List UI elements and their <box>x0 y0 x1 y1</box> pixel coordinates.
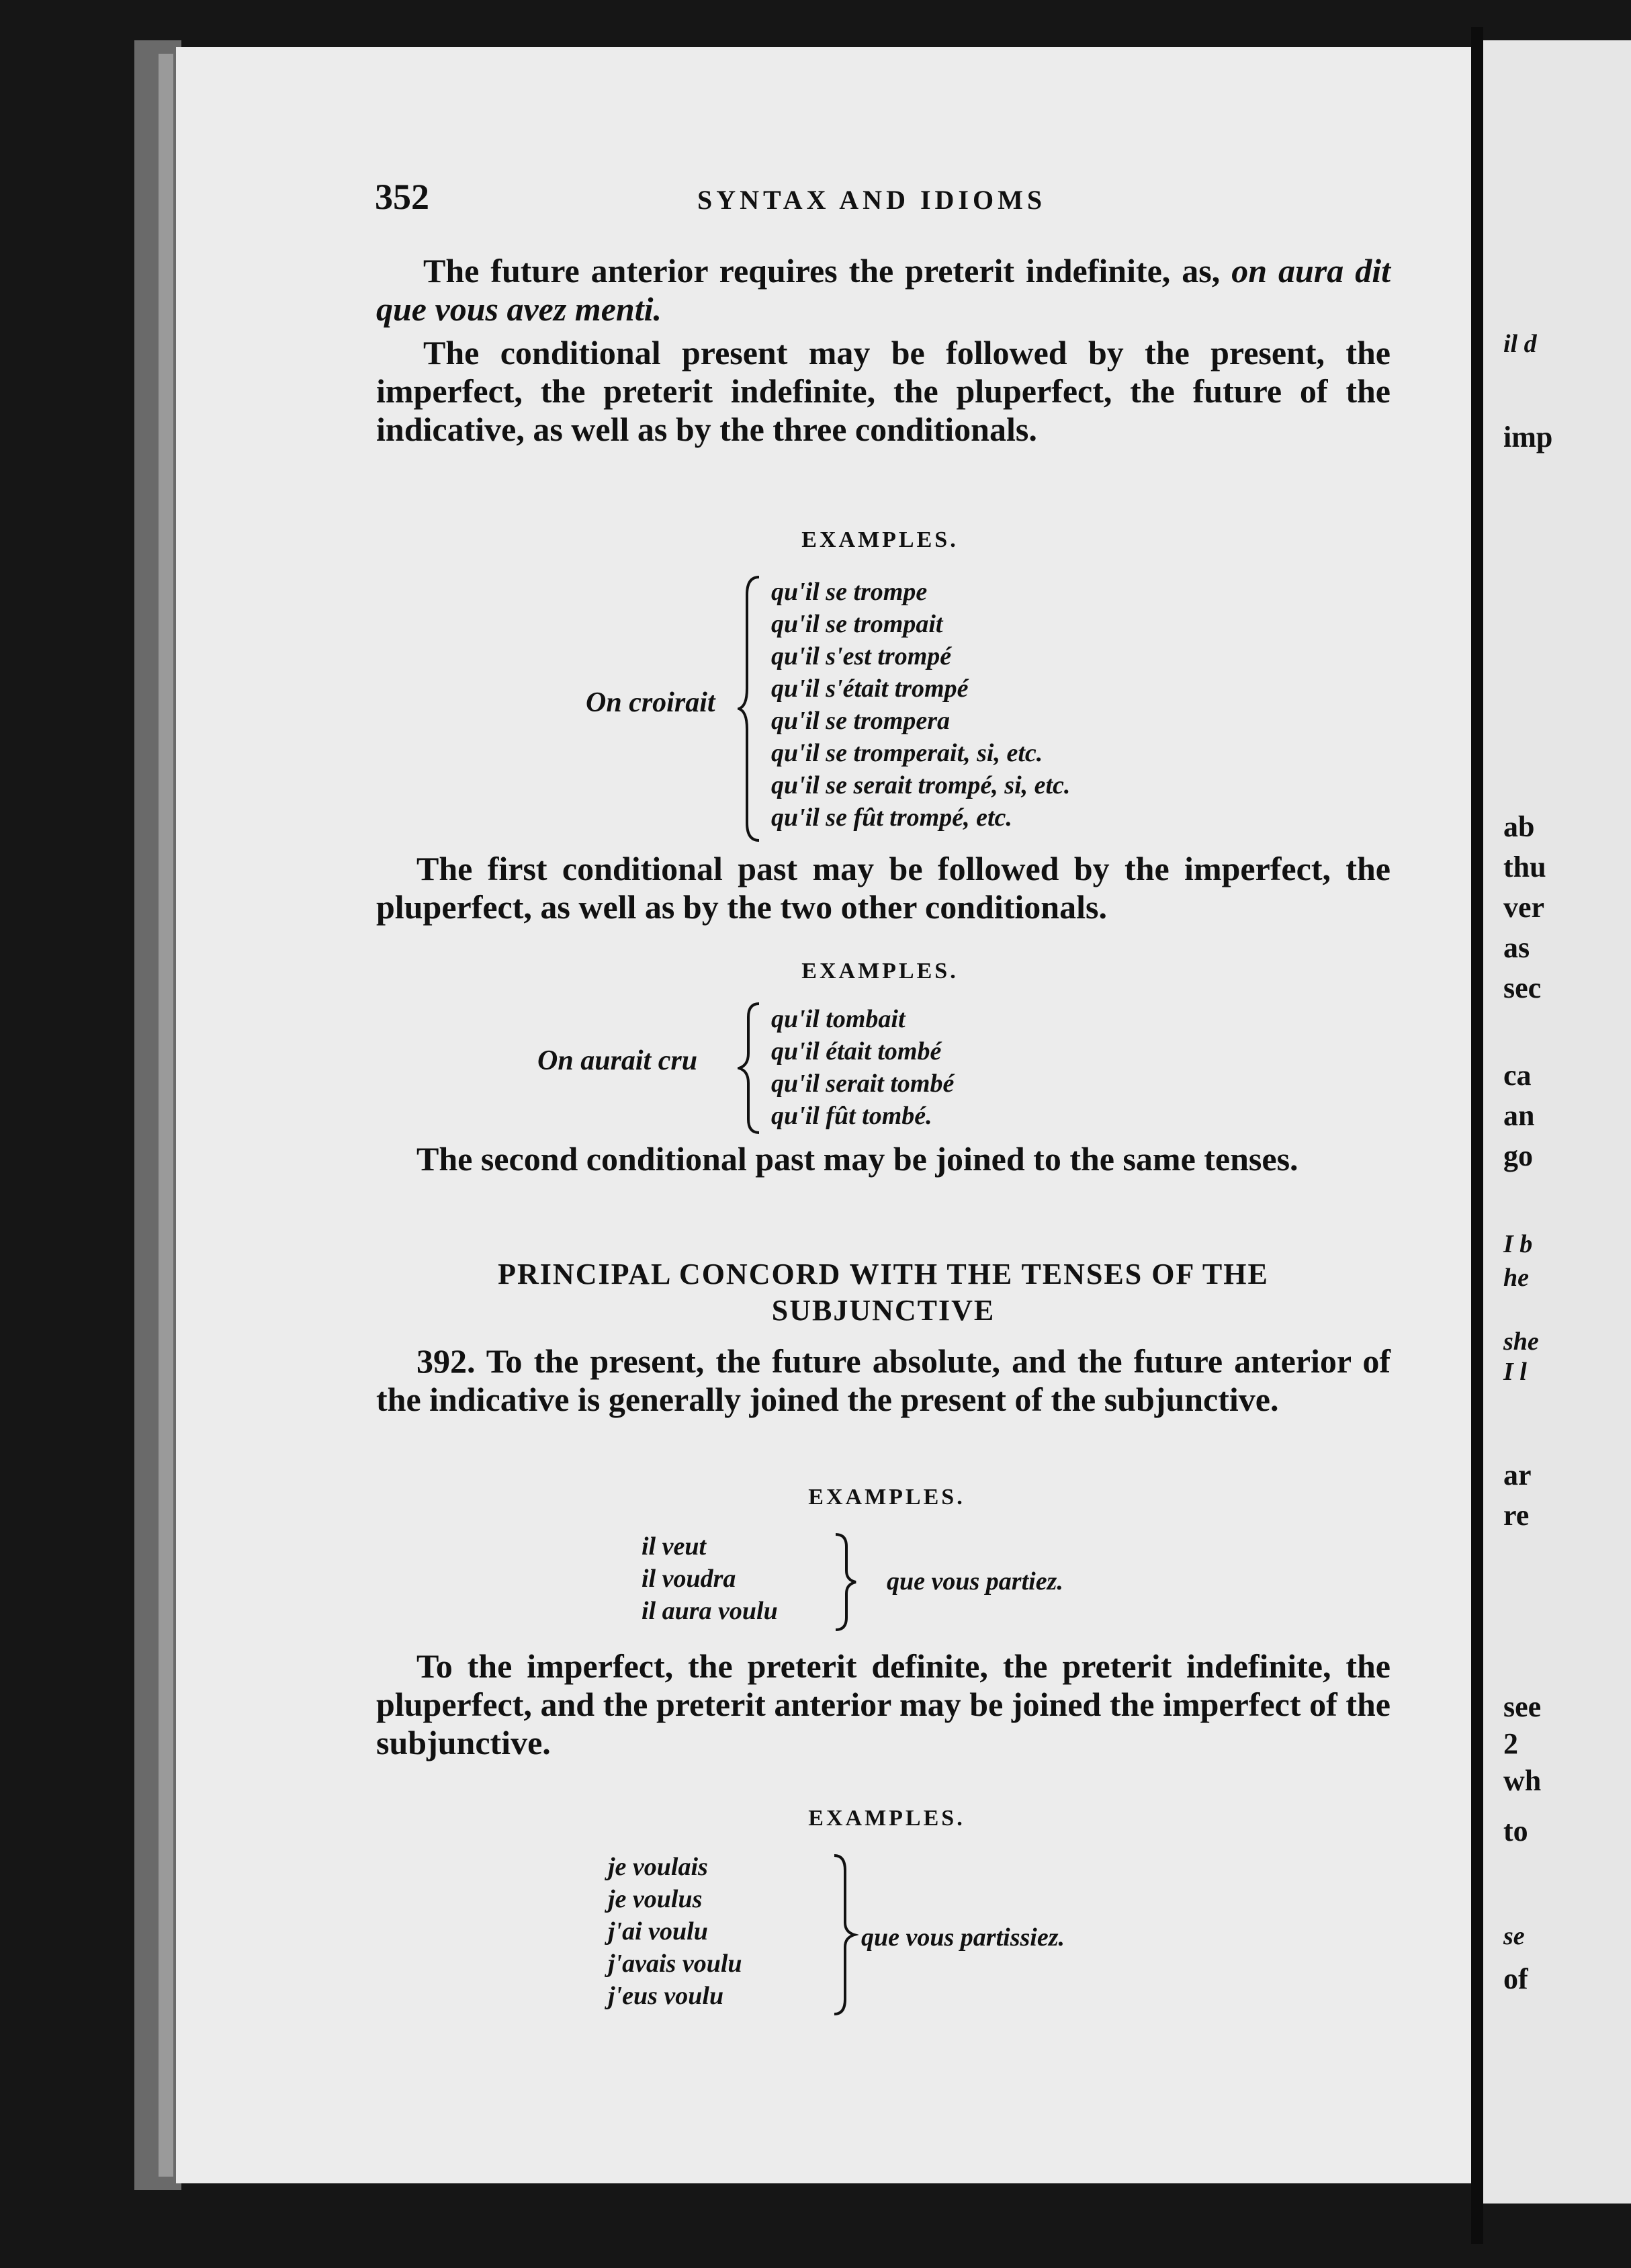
fragment-text: ab <box>1503 810 1535 843</box>
paragraph-text: To the present, the future absolute, and the future anterior of the indicative is generally joined the present of the subjunctive. <box>376 1342 1391 1418</box>
page-gutter <box>1471 27 1483 2244</box>
fragment-text: il d <box>1503 330 1537 358</box>
running-head <box>375 176 1416 223</box>
example-list-2 <box>771 1003 954 1132</box>
paragraph-conditional-present: The conditional present may be followed by the present, the imperfect, the preterit indefinite, the pluperfect, the future of the indicative, as well as by the three conditionals. <box>376 334 1391 448</box>
adjacent-page-fragment <box>1483 40 1631 2204</box>
paragraph-392 <box>376 1342 1391 1419</box>
fragment-text: ca <box>1503 1059 1532 1092</box>
example-line: qu'il tombait <box>771 1005 906 1033</box>
example-line: qu'il s'était trompé <box>771 674 969 703</box>
example-list-3 <box>642 1530 778 1627</box>
example-line: qu'il se fût trompé, etc. <box>771 803 1012 832</box>
right-brace-3 <box>833 1532 860 1632</box>
example-line: je voulais <box>608 1853 708 1881</box>
example-lead-1: On croirait <box>586 687 715 718</box>
example-line: qu'il serait tombé <box>771 1070 955 1098</box>
paragraph-text: The future anterior requires the preterit indefinite, as, <box>423 252 1232 290</box>
fragment-text: 2 <box>1503 1727 1518 1760</box>
fragment-text: of <box>1503 1962 1528 1995</box>
fragment-text: go <box>1503 1139 1533 1172</box>
fragment-text: to <box>1503 1815 1528 1847</box>
example-line: j'eus voulu <box>608 1982 724 2010</box>
fragment-text: ver <box>1503 891 1545 924</box>
example-line: il aura voulu <box>642 1597 778 1625</box>
fragment-text: wh <box>1503 1764 1542 1797</box>
left-brace-2 <box>738 1001 764 1135</box>
examples-label-4: EXAMPLES. <box>808 1806 965 1831</box>
example-line: qu'il était tombé <box>771 1037 942 1065</box>
example-line: qu'il se trompait <box>771 610 943 638</box>
paragraph-imperfect: To the imperfect, the preterit definite, the preterit indefinite, the pluperfect, and the preterit anterior may be joined the imperfect of the subjunctive. <box>376 1647 1391 1761</box>
fragment-text: I b <box>1503 1230 1533 1258</box>
running-title: SYNTAX AND IDIOMS <box>697 185 1047 215</box>
example-line: qu'il se tromperait, si, etc. <box>771 739 1043 767</box>
paragraph-number: 392. <box>416 1342 476 1380</box>
example-list-4 <box>608 1851 742 2012</box>
fragment-text: he <box>1503 1264 1529 1292</box>
fragment-text: thu <box>1503 850 1546 883</box>
example-line: qu'il se trompera <box>771 707 951 735</box>
example-line: qu'il se serait trompé, si, etc. <box>771 771 1071 799</box>
book-edge-inner <box>159 54 173 2177</box>
fragment-text: see <box>1503 1690 1542 1723</box>
book-edge <box>134 40 181 2190</box>
fragment-text: imp <box>1503 421 1553 453</box>
examples-label-3: EXAMPLES. <box>808 1485 965 1510</box>
examples-label-1: EXAMPLES. <box>801 527 959 552</box>
paragraph-second-conditional-past: The second conditional past may be joined to the same tenses. <box>416 1140 1298 1178</box>
example-line: qu'il s'est trompé <box>771 642 952 670</box>
example-line: j'ai voulu <box>608 1917 708 1946</box>
examples-label-2: EXAMPLES. <box>801 959 959 984</box>
right-brace-4 <box>832 1853 858 2017</box>
example-lead-2: On aurait cru <box>537 1045 698 1076</box>
fragment-text: se <box>1503 1922 1525 1950</box>
example-line: qu'il se trompe <box>771 578 928 606</box>
example-line: qu'il fût tombé. <box>771 1102 932 1130</box>
fragment-text: as <box>1503 931 1530 964</box>
paragraph-future-anterior <box>376 252 1391 329</box>
example-list-1 <box>771 576 1070 834</box>
fragment-text: re <box>1503 1499 1530 1532</box>
example-result-4: que vous partissiez. <box>861 1923 1065 1952</box>
fragment-text: she <box>1503 1327 1539 1356</box>
paragraph-first-conditional-past: The first conditional past may be followed by the imperfect, the pluperfect, as well as by the two other conditionals. <box>376 850 1391 926</box>
fragment-text: sec <box>1503 971 1542 1004</box>
fragment-text: ar <box>1503 1458 1532 1491</box>
example-line: j'avais voulu <box>608 1950 742 1978</box>
page-number: 352 <box>375 177 429 217</box>
example-line: il voudra <box>642 1565 736 1593</box>
fragment-text: an <box>1503 1099 1535 1132</box>
section-heading: PRINCIPAL CONCORD WITH THE TENSES OF THE SUBJUNCTIVE <box>498 1258 1269 1327</box>
example-line: il veut <box>642 1532 707 1561</box>
left-brace-1 <box>738 574 764 843</box>
fragment-text: I l <box>1503 1358 1527 1386</box>
example-result-3: que vous partiez. <box>887 1567 1063 1596</box>
paragraph-example: on aura dit que vous avez menti. <box>376 252 1391 328</box>
example-line: je voulus <box>608 1885 703 1913</box>
